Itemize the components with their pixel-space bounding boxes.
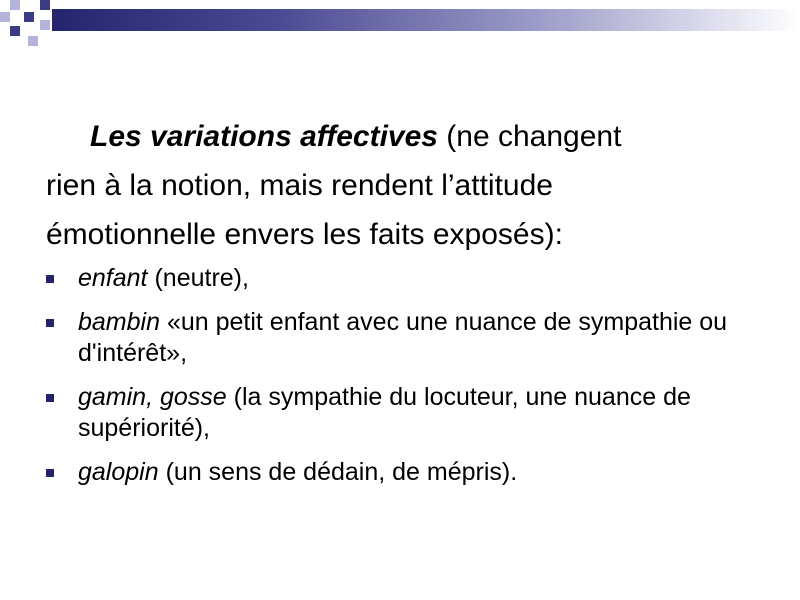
example-term: gamin, gosse (78, 383, 227, 411)
decor-square-5 (40, 20, 50, 30)
decor-square-3 (0, 12, 10, 22)
example-description: (un sens de dédain, de mépris). (158, 458, 518, 486)
square-bullet-icon (46, 275, 54, 283)
header-gradient-bar (52, 9, 800, 31)
decor-square-2 (40, 0, 50, 10)
slide-header-decoration (0, 0, 800, 48)
intro-paragraph (46, 112, 746, 259)
example-term: galopin (78, 458, 159, 486)
example-term: enfant (78, 264, 148, 292)
intro-line2: rien à la notion, mais rendent l’attitude (46, 169, 553, 202)
decor-square-6 (10, 26, 20, 36)
list-item (46, 457, 746, 488)
list-item (46, 307, 746, 369)
square-bullet-icon (46, 469, 54, 477)
intro-lead-term: Les variations affectives (90, 120, 438, 153)
example-description: (la sympathie du locuteur, une nuance de supériorité), (78, 383, 691, 442)
intro-line3: émotionnelle envers les faits exposés): (46, 218, 563, 251)
square-bullet-icon (46, 394, 54, 402)
slide-content (46, 112, 746, 501)
list-item (46, 263, 746, 294)
example-description: (neutre), (147, 264, 249, 292)
example-term: bambin (78, 308, 160, 336)
decor-square-1 (10, 0, 20, 10)
decor-square-4 (24, 12, 34, 22)
example-description: «un petit enfant avec une nuance de sympathie ou d'intérêt», (78, 308, 728, 367)
list-item (46, 382, 746, 444)
square-bullet-icon (46, 319, 54, 327)
intro-line1-rest: (ne changent (437, 120, 622, 153)
examples-list (46, 263, 746, 488)
decor-square-7 (28, 36, 38, 46)
